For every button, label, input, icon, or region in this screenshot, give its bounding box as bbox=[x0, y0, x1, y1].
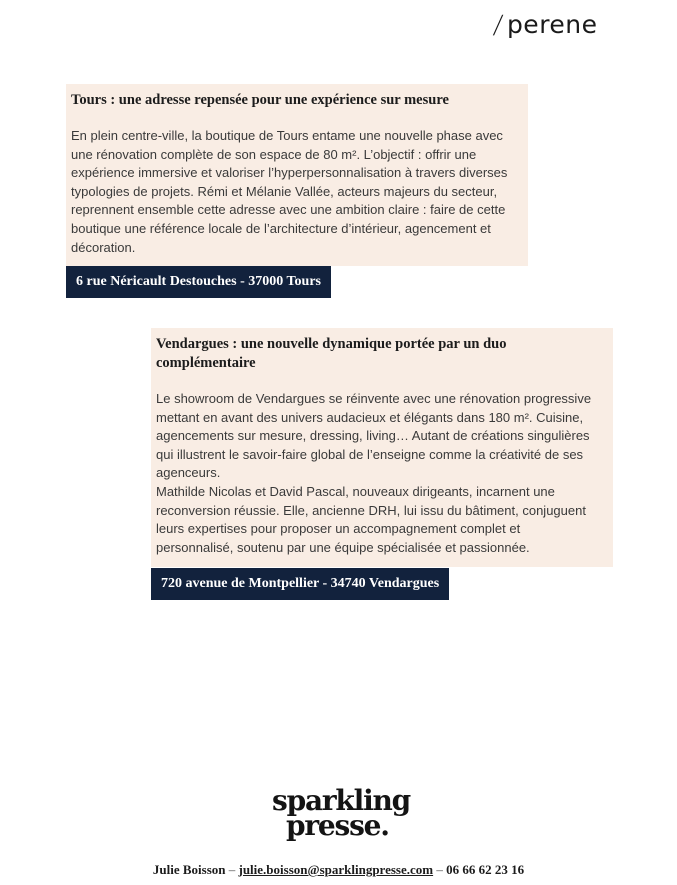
brand-slash: / bbox=[491, 10, 505, 39]
vendargues-section bbox=[151, 328, 613, 567]
brand-name: perene bbox=[506, 10, 598, 39]
contact-phone: 06 66 62 23 16 bbox=[446, 862, 525, 877]
contact-email-link[interactable]: julie.boisson@sparklingpresse.com bbox=[238, 862, 434, 877]
vendargues-section-title: Vendargues : une nouvelle dynamique portée par un duo complémentaire bbox=[156, 336, 507, 371]
press-contact-footer bbox=[0, 862, 677, 878]
contact-name: Julie Boisson bbox=[152, 862, 226, 877]
vendargues-section-body: Le showroom de Vendargues se réinvente avec une rénovation progressive mettant en avant des univers audacieux et élégants dans 180 m². Cuisine, agencements sur mesure, dressing, living… Autant de créations singulières qui illustrent le savoir-faire global de l’enseigne comme la créativité de ses agenceurs. Mathilde Nicolas et David Pascal, nouveaux dirigeants, incarnent une reconversion réussie. Elle, ancienne DRH, lui issu du bâtiment, conjuguent leurs expertises pour proposer un accompagnement complet et personnalisé, soutenu par une équipe spécialisée et passionnée. bbox=[156, 391, 592, 555]
logo-line-1: sparkling bbox=[272, 784, 411, 817]
tours-section-body: En plein centre-ville, la boutique de Tours entame une nouvelle phase avec une rénovation complète de son espace de 80 m². L’objectif : offrir une expérience immersive et valoriser l’hyperpersonnalisation à travers diverses typologies de projets. Rémi et Mélanie Vallée, acteurs majeurs du secteur, reprennent ensemble cette adresse avec une ambition claire : faire de cette boutique une référence locale de l’architecture d’intérieur, agencement et décoration. bbox=[71, 128, 508, 255]
logo-line-2: presse. bbox=[286, 809, 389, 842]
tours-address-banner: 6 rue Néricault Destouches - 37000 Tours bbox=[66, 266, 331, 298]
tours-section-title: Tours : une adresse repensée pour une expérience sur mesure bbox=[71, 92, 449, 108]
vendargues-address-banner: 720 avenue de Montpellier - 34740 Vendargues bbox=[151, 568, 449, 600]
footer-separator: – bbox=[433, 862, 447, 877]
footer-separator: – bbox=[225, 862, 239, 877]
tours-section bbox=[66, 84, 528, 266]
sparkling-presse-logo bbox=[270, 786, 410, 846]
perene-logo bbox=[491, 10, 598, 39]
